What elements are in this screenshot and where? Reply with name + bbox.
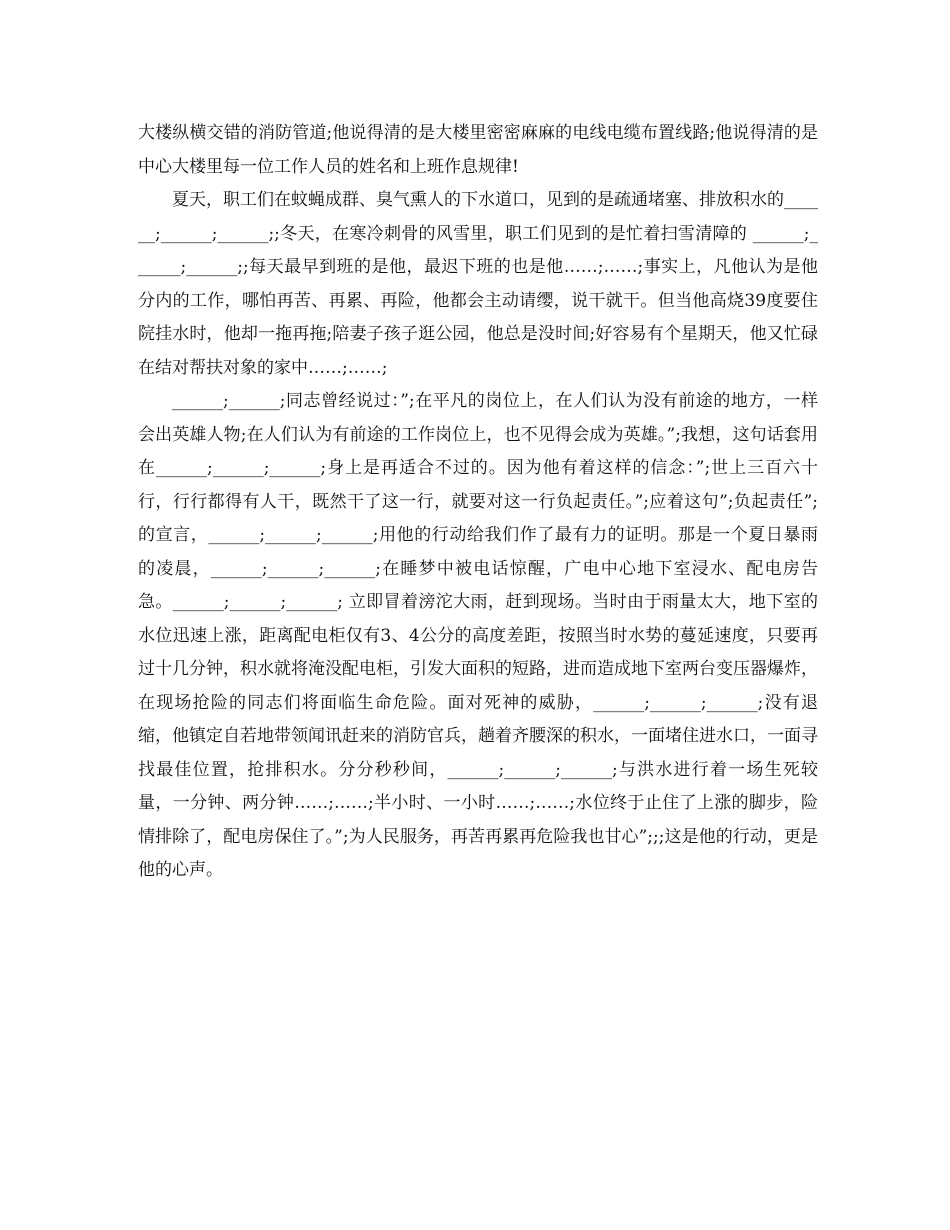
document-body bbox=[138, 117, 818, 888]
paragraph-continued: 大楼纵横交错的消防管道;他说得清的是大楼里密密麻麻的电线电缆布置线路;他说得清的是中心大楼里每一位工作人员的姓名和上班作息规律! bbox=[138, 123, 818, 177]
paragraph-summer-winter: 夏天，职工们在蚊蝇成群、臭气熏人的下水道口，见到的是疏通堵塞、排放积水的______;______;______;;冬天，在寒冷刺骨的风雪里，职工们见到的是忙着扫雪清障的 ______;______;______;;每天最早到班的是他，最迟下班的也是他……;……;事实上，凡他认为是他分内的工作，哪怕再苦、再累、再险，他都会主动请缨，说干就干。但当他高烧39度要住院挂水时，他却一拖再拖;陪妻子孩子逛公园，他总是没时间;好容易有个星期天，他又忙碌在结对帮扶对象的家中……;……; bbox=[138, 190, 818, 378]
paragraph-flood-rescue: ______;______;同志曾经说过：”;在平凡的岗位上，在人们认为没有前途的地方，一样会出英雄人物;在人们认为有前途的工作岗位上，也不见得会成为英雄。”;我想，这句话套用在______;______;______;身上是再适合不过的。因为他有着这样的信念：”;世上三百六十行，行行都得有人干，既然干了这一行，就要对这一行负起责任。”;应着这句”;负起责任”;的宣言，______;______;______;用他的行动给我们作了最有力的证明。那是一个夏日暴雨的凌晨，______;______;______;在睡梦中被电话惊醒，广电中心地下室浸水、配电房告急。______;______;______; 立即冒着滂沱大雨，赶到现场。当时由于雨量太大，地下室的水位迅速上涨，距离配电柜仅有3、4公分的高度差距，按照当时水势的蔓延速度，只要再过十几分钟，积水就将淹没配电柜，引发大面积的短路，进而造成地下室两台变压器爆炸，在现场抢险的同志们将面临生命危险。面对死神的威胁，______;______;______;没有退缩，他镇定自若地带领闻讯赶来的消防官兵，趟着齐腰深的积水，一面堵住进水口，一面寻找最佳位置，抢排积水。分分秒秒间，______;______;______;与洪水进行着一场生死较量，一分钟、两分钟……;……;半小时、一小时……;……;水位终于止住了上涨的脚步，险情排除了，配电房保住了。”;为人民服务，再苦再累再危险我也甘心”;;;这是他的行动，更是他的心声。 bbox=[138, 391, 818, 880]
